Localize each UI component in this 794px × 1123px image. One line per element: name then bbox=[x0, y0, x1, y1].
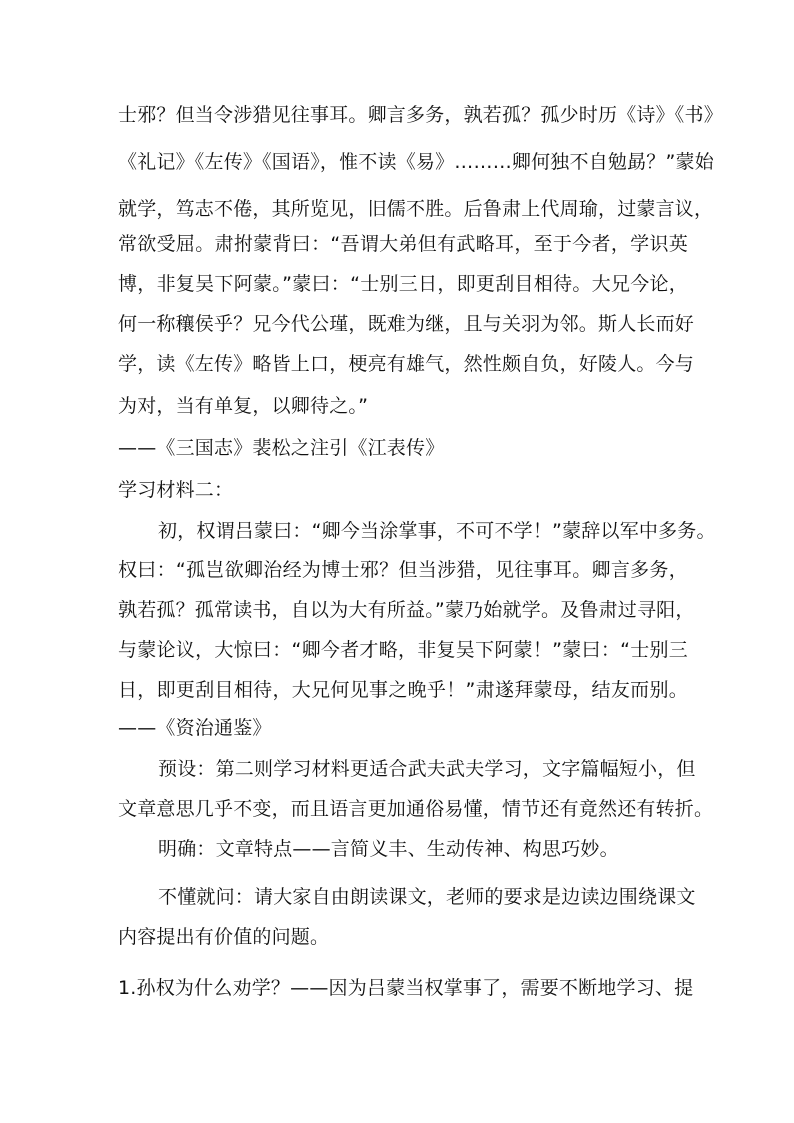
text-line: 文章意思几乎不变，而且语言更加通俗易懂，情节还有竟然还有转折。 bbox=[118, 798, 714, 820]
text-line: 初，权谓吕蒙曰：“卿今当涂掌事，不可不学！”蒙辞以军中多务。 bbox=[158, 520, 716, 542]
text-line: 权曰：“孤岂欲卿治经为博士邪？但当涉猎，见往事耳。卿言多务， bbox=[118, 559, 688, 581]
text-line: 何一称穰侯乎？兄今代公瑾，既难为继，且与关羽为邻。斯人长而好 bbox=[118, 313, 695, 335]
section-heading: 学习材料二： bbox=[118, 479, 234, 501]
text-line: 士邪？但当令涉猎见往事耳。卿言多务，孰若孤？孤少时历《诗》《书》 bbox=[118, 104, 723, 126]
text-line: 学，读《左传》略皆上口，梗亮有雄气，然性颇自负，好陵人。今与 bbox=[118, 353, 695, 375]
source-citation: ——《资治通鉴》 bbox=[118, 717, 272, 739]
text-line: 明确：文章特点——言简义丰、生动传神、构思巧妙。 bbox=[158, 838, 619, 860]
text-line: 与蒙论议，大惊曰：“卿今者才略，非复吴下阿蒙！”蒙曰：“士别三 bbox=[118, 639, 688, 661]
numbered-question: 1.孙权为什么劝学？——因为吕蒙当权掌事了，需要不断地学习、提 bbox=[118, 977, 694, 999]
text-line: 日，即更刮目相待，大兄何见事之晚乎！”肃遂拜蒙母，结友而别。 bbox=[118, 679, 688, 701]
text-line: 《礼记》《左传》《国语》，惟不读《易》………卿何独不自勉勗？”蒙始 bbox=[118, 151, 714, 173]
text-line: 孰若孤？孤常读书，自以为大有所益。”蒙乃始就学。及鲁肃过寻阳， bbox=[118, 599, 695, 621]
text-line: 预设：第二则学习材料更适合武夫武夫学习，文字篇幅短小，但 bbox=[158, 758, 696, 780]
text-line: 内容提出有价值的问题。 bbox=[118, 926, 330, 948]
text-line: 就学，笃志不倦，其所览见，旧儒不胜。后鲁肃上代周瑜，过蒙言议， bbox=[118, 198, 714, 220]
text-line: 为对，当有单复，以卿待之。” bbox=[118, 395, 369, 417]
text-line: 博，非复吴下阿蒙。”蒙曰：“士别三日，即更刮目相待。大兄今论， bbox=[118, 273, 688, 295]
text-line: 常欲受屈。肃拊蒙背曰：“吾谓大弟但有武略耳，至于今者，学识英 bbox=[118, 233, 688, 255]
text-line: 不懂就问：请大家自由朗读课文，老师的要求是边读边围绕课文 bbox=[158, 886, 696, 908]
source-citation: ——《三国志》裴松之注引《江表传》 bbox=[118, 437, 445, 459]
